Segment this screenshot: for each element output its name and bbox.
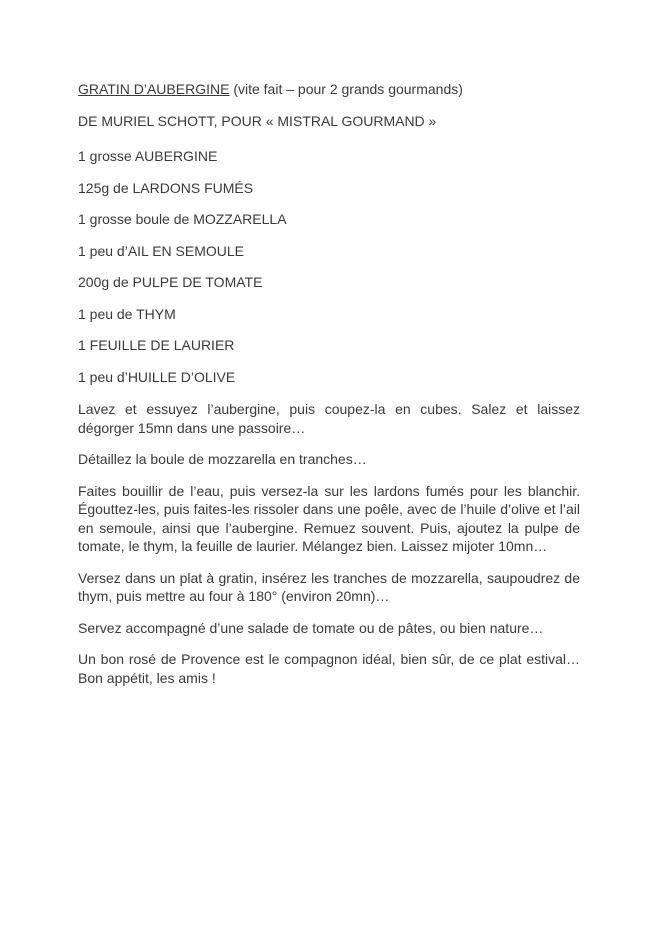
instruction-paragraph: Faites bouillir de l’eau, puis versez-la sur les lardons fumés pour les blanchir. Égouttez-les, puis faites-les rissoler dans une poêle, avec de l’huile d’olive et l’ail en semoule, ainsi que l’aubergine. Remuez souvent. Puis, ajoutez la pulpe de tomate, le thym, la feuille de laurier. Mélangez bien. Laissez mijoter 10mn… [78, 482, 580, 554]
instruction-paragraph: Un bon rosé de Provence est le compagnon idéal, bien sûr, de ce plat estival… Bon appétit, les amis ! [78, 651, 580, 686]
ingredient-line: 1 peu d’HUILLE D’OLIVE [78, 368, 236, 385]
recipe-title-suffix: (vite fait – pour 2 grands gourmands) [229, 81, 463, 97]
recipe-title [78, 80, 580, 99]
ingredient-line: 1 peu d’AIL EN SEMOULE [78, 242, 245, 259]
instructions [78, 400, 580, 687]
instruction-paragraph: Détaillez la boule de mozzarella en tranches… [78, 451, 367, 467]
document-content [78, 80, 580, 700]
recipe-title-main: GRATIN D’AUBERGINE [78, 81, 230, 97]
ingredient-line: 1 FEUILLE DE LAURIER [78, 337, 235, 353]
ingredient-line: 200g de PULPE DE TOMATE [78, 274, 263, 290]
ingredient-line: 125g de LARDONS FUMÉS [78, 179, 254, 196]
ingredient-line: 1 grosse boule de MOZZARELLA [78, 211, 287, 227]
ingredient-list [78, 147, 580, 386]
recipe-byline: DE MURIEL SCHOTT, POUR « MISTRAL GOURMAND » [78, 112, 437, 129]
ingredient-line: 1 grosse AUBERGINE [78, 148, 218, 164]
instruction-paragraph: Lavez et essuyez l’aubergine, puis coupez-la en cubes. Salez et laissez dégorger 15mn dans une passoire… [78, 401, 580, 436]
ingredient-line: 1 peu de THYM [78, 305, 176, 322]
instruction-paragraph: Versez dans un plat à gratin, insérez les tranches de mozzarella, saupoudrez de thym, puis mettre au four à 180° (environ 20mn)… [78, 569, 580, 604]
instruction-paragraph: Servez accompagné d’une salade de tomate ou de pâtes, ou bien nature… [78, 619, 544, 636]
